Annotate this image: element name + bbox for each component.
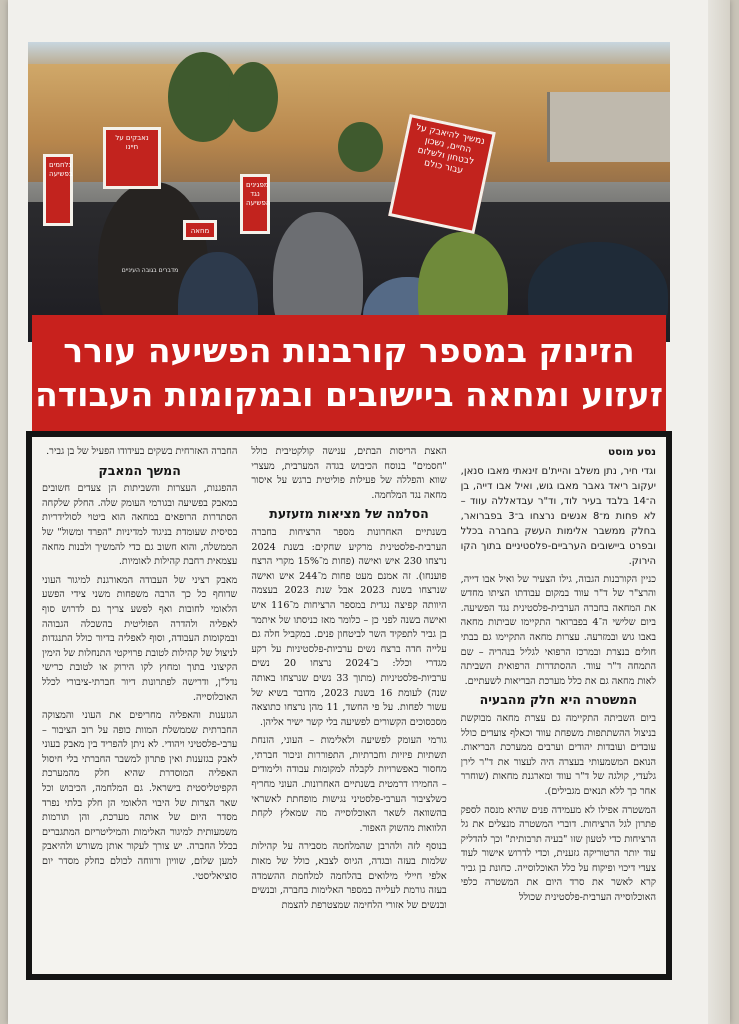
headline-line-1: הזינוק במספר קורבנות הפשיעה עורר [63,331,635,370]
paragraph: המשטרה אפילו לא מעמידה פנים שהיא מנסה לספק פתרון לגל הרציחות. דוברי המשטרה מנצלים את גל הרציחות כדי לטעון שזו "בעיה תרבותית" וכך להדליק עוד יותר הרטוריקה גזענית, וכדי לדרוש אישור לעוד צעדי דיכוי ופיקוח על כלל האוכלוסייה. כחונת בן גביר קרא לאשר את סרד היום את המשטרה כלפי האוכלוסייה הערבית-פלסטינית שכולל [460,804,656,904]
article-frame [26,431,672,980]
article-column-2 [251,445,446,962]
paragraph: ההפגנות, העצרות והשביתות הן צעדים חשובים במאבק בפשיעה ובגורמי העומק שלה. החלק שלקחה הסתדרות הרופאים במחאה הוא ביטוי לסולידריות בסיסית שעומדת בניגוד למדיניות "הפרד ומשול" של הממשלה, והוא חשוב גם כדי להמשיך ולבנות מחאה עצמאית רחבת קהילות לאומיות. [42,483,238,568]
byline: נסע מוסט [607,446,656,458]
protest-sign: נלחמים בפשיעה [43,154,73,226]
paragraph: כניין הקורבנות הגבוה, גילו הצעיר של ואיל אבו דייה, והרצ"ר של ד"ר עווד במקום עבודתו הציתו מחדש את המחאה בחברה הערבית-פלסטינית נגד הפשיעה. ביום שלישי ה־4 בפברואר התקיימו שביתות מחאה באבו גוש ובמזרעה. עצרות מחאה התקיימו גם בבתי חולים בנצרת ובמרכז הרפואי לגליל בנהריה – שם התמחה ד"ר עווד. ההסתדרות הרפואית השביתה לאות מחאה גם את כלל מערכת הבריאות לשעתיים. [460,573,656,687]
paragraph: בנוסף לזה ולהרבן שהמלחמה מסבירה על קהילות שלמות בעזה ובגדה, הגיוס לצבא, כולל של מאות אלפי חיילי מילואים בהלחמה למלחמת ההשמדה בעזה גורמת לעלייה במספר האלימות בחברה, ובנשים ובנשים של אזורי הלחימה שמצטרפת להצמת [251,841,447,911]
article-column-1 [461,445,656,962]
headline-line-2: זעזוע ומחאה ביישובים ובמקומות העבודה [35,375,663,414]
tree [228,62,278,132]
protest-sign: נאבקים על חיינו [103,127,161,189]
paragraph: בשנתיים האחרונות מספר הרציחות בחברה הערבית-פלסטינית מרקיע שחקים: בשנת 2024 נרצחו 230 איש ואישה (פחות מ־15% מקרי הרצח פוענחו). זה אמנם מעט פחות מ־244 איש ואישה שנרצחו בשנת 2023 אבל שנת 2023 בעצמה היוותה קפיצה נגדית במספר הרציחות מ־116 איש ואישה בשנה לפני כן – כלומר מאז כניסתו של איתמר בן גביר לתפקיד השר לביטחון פנים. במקביל חלה גם עלייה חדה ברצח נשים ערביות-פלסטיניות על רקע מגדרי וכלל: ב־2024 נרצחו 20 נשים ערביות-פלסטיניות (מתוך 33 נשים שנרצחו באותה שנה) לעומת 16 בשנת 2023, מדובר בשיא של עשור לפחות. על פי החשד, 11 מהן נרצחו כתוצאה מסכסוכים הקשורים לפשיעה בלי קשר ישיר אליהן. [251,526,447,728]
protest-sign: נמשיך להיאבק על החיים, נשכון לבטחון ולשלום עבור כולם [388,114,496,234]
paragraph: האצת הריסות הבתים, ענישה קולקטיבית כולל "חסמים" בנוסח הכיבוש בגדה המערבית, מעצרי שווא והפללה של פעילות פוליטית ברגש על איסור מחאה נגד המלחמה. [251,446,447,501]
headline-banner [32,315,666,431]
paragraph: מאבק רציני של העבודה המאורגנת למיגור העוני שדוחף כל כך הרבה משפחות משני צידי הפשע הלאומי לחובות ואף לפשע צריך גם לדרוש סוף לאפליה ולהדרה הפוליטית בהשכלה הגבוהה ובמקומות העבודה, וסוף לאפליה בדיור כולל התנגדות לניצול של קהילות לטובת פרויקטי התנחלות של הימין הקיצוני בתוך ומחוץ לקו הירוק או לטובת כרישי נדל"ן, ודרישה לפתרונות דיור חברתי-ציבורי לכלל האוכלוסייה. [42,574,238,703]
shirt-print: מדברים בגובה העיניים [121,267,179,274]
paragraph: גורמי העומק לפשיעה ולאלימות – העוני, הזנחת תשתיות פיזיות וחברתיות, התפוררות וניכור חברתי, מחסור באפשרויות לקבלה למקומות עבודה ולימודים – החמירו דרמטית בשנתיים האחרונות. העוני מחריף כשלציבור הערבי-פלסטיני נגישות מופחתת לאשראי בהשוואה לשאר האוכלוסייה מה שמאלץ לקחת הלוואות מהשוק האפור. [251,735,447,834]
page-edge [708,0,730,1024]
article-lede: וגדי חיר, נתן משלב והיית'ם זינאתי מאבו סנאן, יעקוב ריאד גאבר מאבו גוש, ואיל אבו דייה, בן ה־14 בלבד בעיר לוד, וד"ר עבדאללה עווד – לא פחות מ־8 אנשים נרצחו ב־3 בפברואר, בחלק ממשבר אלימות העשק בחברה בכלל ובפרט ביישובים הערביים-פלסטיניים בתוך הקו הירוק. [460,465,656,567]
paragraph: הגזענות והאפליה מחריפים את העוני והמצוקה החברתית שממשלת המוות כופה על רוב הציבור – ערבי-פלסטיני ויהודי. לא ניתן להפריד בין מאבק בעוני לאבק בגזענות ואין פתרון למשבר החברתי בלי חיסול האפליה המוסדרת שהיא חלק מהמערכת הקפיטליסטית בישראל. גם המלחמה, הכיבוש וכל שאר הצרות של היבוי הלאומי הן חלק בלתי נפרד מסדר היום של אותה מערכת, והן תורמות משמעותית למיגור האלימות והמיליטריזם המתגברים בכלל החברה. יש צורך לעקור אותן משורש ולהיאבק למען שלום, שוויון ורווחה לכולם כחלק מסדר יום סוציאליסטי. [42,710,238,882]
article-column-3 [42,445,237,962]
article-columns [42,445,656,962]
paragraph: החברה האזרחית בשקים בעידודו הפעיל של בן גביר. [46,446,238,457]
protest-sign: מחאה [183,220,217,240]
subheading: הסלמה של מציאות מזעזעת [269,506,429,522]
subheading: המשך המאבק [98,462,181,478]
tree [338,122,383,172]
paragraph: ביום השביתה התקיימה גם עצרת מחאה מבוקשת בניצול ההשתתפות משפחת עווד וכאלף צועדים כולל עובדים ועובדות יהודים וערבים ממערכת הבריאות. הנואם המשמעותי בעצרה היה לעצור את ד"ר לירן גלעדי, קולגה של ד"ר עווד ומארגנת מחאות (שוחרר אחר כך ללא תנאים מגבילים). [460,712,656,797]
protest-photo [28,42,670,342]
background-building [547,92,670,162]
protest-sign: מפגינים נגד הפשיעה [240,174,270,234]
subheading: המשטרה היא חלק מהבעיה [479,692,637,708]
